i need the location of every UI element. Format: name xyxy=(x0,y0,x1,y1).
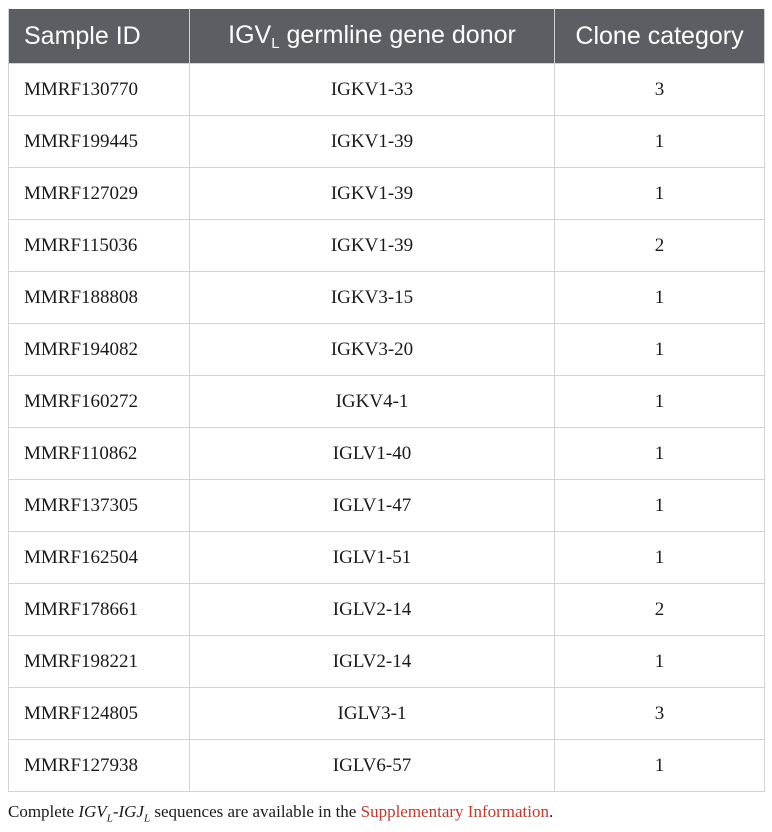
table-footnote xyxy=(8,802,553,824)
cell-sample-id: MMRF199445 xyxy=(9,116,190,168)
header-gene-donor-sub: L xyxy=(271,34,280,52)
footnote-seq-b-sub: L xyxy=(143,812,151,825)
table-row xyxy=(9,532,765,584)
cell-clone-category: 1 xyxy=(555,116,765,168)
clone-table xyxy=(8,9,765,792)
cell-sample-id: MMRF110862 xyxy=(9,428,190,480)
cell-gene-donor: IGKV3-20 xyxy=(190,324,555,376)
cell-sample-id: MMRF198221 xyxy=(9,636,190,688)
footnote-seq-a-sub: L xyxy=(106,812,113,825)
data-table-container xyxy=(8,9,764,792)
table-row xyxy=(9,272,765,324)
cell-gene-donor: IGLV6-57 xyxy=(190,740,555,792)
cell-sample-id: MMRF127029 xyxy=(9,168,190,220)
table-header xyxy=(9,9,765,64)
table-row xyxy=(9,220,765,272)
cell-sample-id: MMRF162504 xyxy=(9,532,190,584)
cell-sample-id: MMRF194082 xyxy=(9,324,190,376)
cell-clone-category: 2 xyxy=(555,220,765,272)
cell-gene-donor: IGLV1-51 xyxy=(190,532,555,584)
table-row xyxy=(9,636,765,688)
footnote-seq-a: IGV xyxy=(78,802,107,821)
table-row xyxy=(9,428,765,480)
table-row xyxy=(9,116,765,168)
table-row xyxy=(9,324,765,376)
table-row xyxy=(9,584,765,636)
header-row xyxy=(9,9,765,64)
footnote-suffix: . xyxy=(548,802,554,821)
footnote-seq-sep: -IGJ xyxy=(112,802,144,821)
table-body xyxy=(9,64,765,792)
cell-clone-category: 2 xyxy=(555,584,765,636)
cell-clone-category: 1 xyxy=(555,376,765,428)
cell-sample-id: MMRF127938 xyxy=(9,740,190,792)
footnote-sequence xyxy=(78,802,151,825)
cell-gene-donor: IGLV3-1 xyxy=(190,688,555,740)
header-sample-id: Sample ID xyxy=(9,9,190,64)
cell-clone-category: 3 xyxy=(555,64,765,116)
cell-sample-id: MMRF124805 xyxy=(9,688,190,740)
cell-clone-category: 3 xyxy=(555,688,765,740)
cell-sample-id: MMRF188808 xyxy=(9,272,190,324)
cell-gene-donor: IGKV3-15 xyxy=(190,272,555,324)
header-clone-category: Clone category xyxy=(555,9,765,64)
cell-clone-category: 1 xyxy=(555,272,765,324)
cell-clone-category: 1 xyxy=(555,636,765,688)
header-gene-donor-suffix: germline gene donor xyxy=(279,20,516,49)
header-gene-donor xyxy=(190,9,555,64)
table-row xyxy=(9,376,765,428)
cell-clone-category: 1 xyxy=(555,740,765,792)
table-row xyxy=(9,480,765,532)
cell-clone-category: 1 xyxy=(555,480,765,532)
table-row xyxy=(9,740,765,792)
footnote-middle: sequences are available in the xyxy=(150,802,361,821)
footnote-prefix: Complete xyxy=(8,802,79,821)
cell-gene-donor: IGLV1-47 xyxy=(190,480,555,532)
cell-gene-donor: IGLV1-40 xyxy=(190,428,555,480)
cell-clone-category: 1 xyxy=(555,168,765,220)
table-row xyxy=(9,168,765,220)
supplementary-information-link[interactable]: Supplementary Information xyxy=(360,802,549,821)
cell-sample-id: MMRF137305 xyxy=(9,480,190,532)
header-gene-donor-prefix: IGV xyxy=(228,20,272,49)
cell-gene-donor: IGLV2-14 xyxy=(190,636,555,688)
cell-clone-category: 1 xyxy=(555,532,765,584)
cell-gene-donor: IGKV4-1 xyxy=(190,376,555,428)
cell-sample-id: MMRF160272 xyxy=(9,376,190,428)
cell-clone-category: 1 xyxy=(555,324,765,376)
cell-gene-donor: IGKV1-39 xyxy=(190,220,555,272)
table-row xyxy=(9,64,765,116)
cell-sample-id: MMRF115036 xyxy=(9,220,190,272)
cell-sample-id: MMRF178661 xyxy=(9,584,190,636)
cell-gene-donor: IGKV1-39 xyxy=(190,168,555,220)
cell-sample-id: MMRF130770 xyxy=(9,64,190,116)
cell-gene-donor: IGKV1-33 xyxy=(190,64,555,116)
cell-gene-donor: IGLV2-14 xyxy=(190,584,555,636)
table-row xyxy=(9,688,765,740)
cell-clone-category: 1 xyxy=(555,428,765,480)
cell-gene-donor: IGKV1-39 xyxy=(190,116,555,168)
